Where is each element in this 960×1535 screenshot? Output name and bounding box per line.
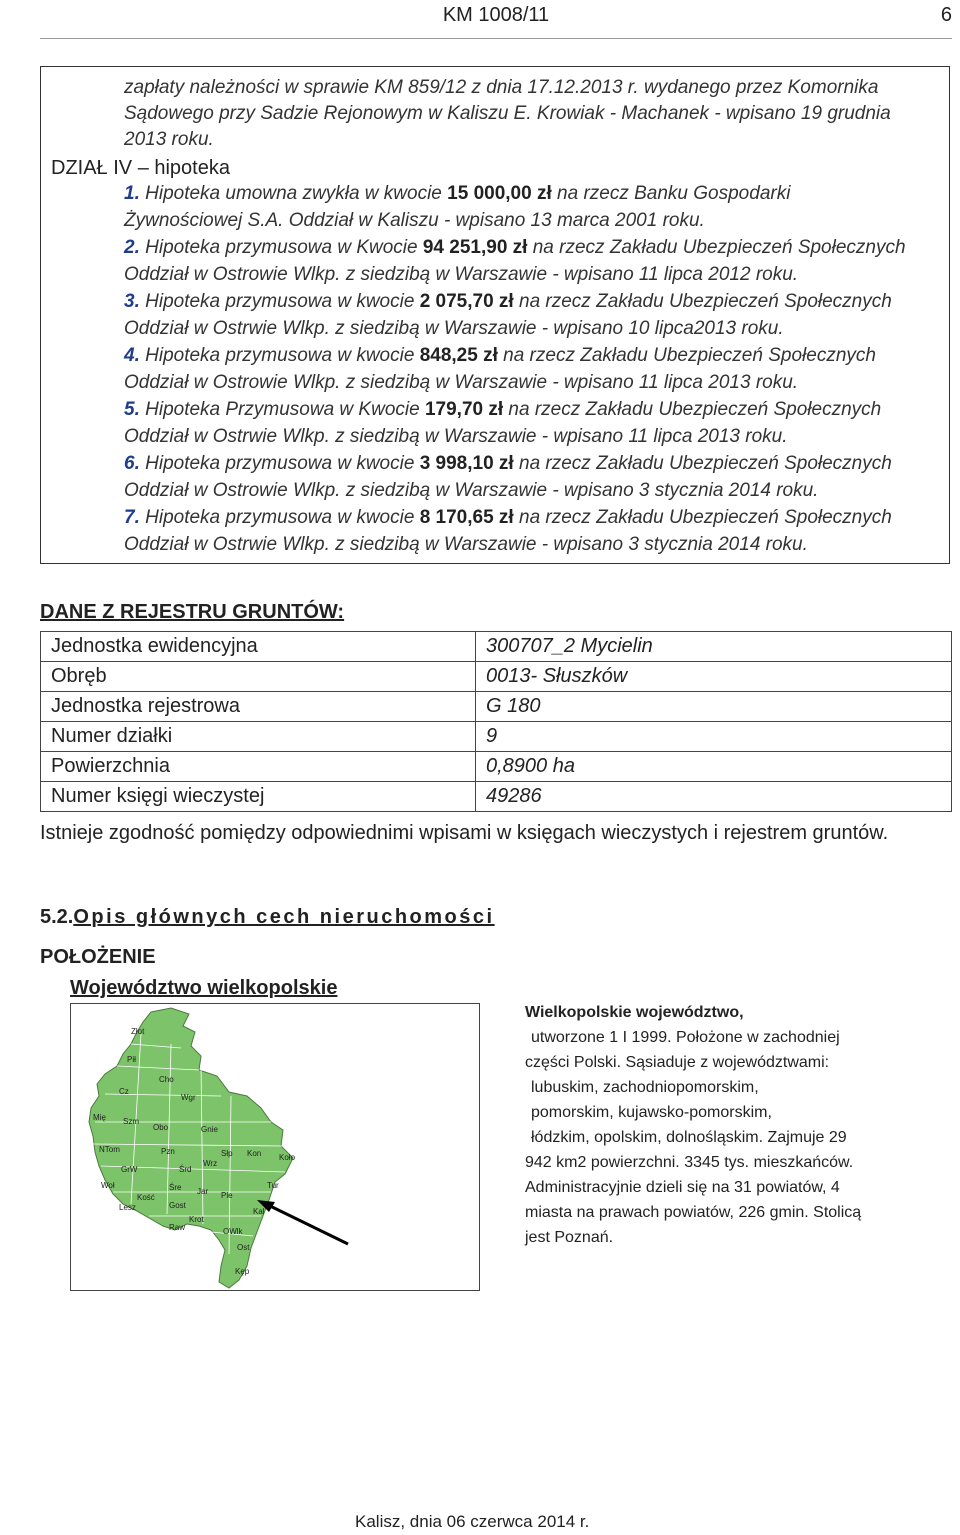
entry-post: na rzecz Zakładu Ubezpieczeń Społecznych (513, 507, 892, 528)
register-label: Numer działki (41, 722, 476, 752)
county-label: NTom (99, 1145, 120, 1154)
page-number: 6 (940, 4, 952, 26)
mortgage-entry-4 (124, 343, 876, 369)
county-label: Pzn (161, 1147, 175, 1156)
entry-num: 4. (124, 345, 140, 366)
register-value: 0013- Słuszków (476, 662, 952, 692)
county-label: Koło (279, 1153, 296, 1162)
register-label: Numer księgi wieczystej (41, 782, 476, 812)
entry-amt: 848,25 zł (419, 345, 498, 366)
document-number: KM 1008/11 (442, 4, 550, 26)
county-label: Gnie (201, 1125, 218, 1134)
entry-post: na rzecz Banku Gospodarki (551, 183, 791, 204)
description-line: części Polski. Sąsiaduje z województwami: (525, 1054, 830, 1071)
register-row (41, 692, 952, 722)
mortgage-entry-1 (124, 181, 790, 207)
entry-amt: 3 998,10 zł (419, 453, 514, 474)
entry-post: na rzecz Zakładu Ubezpieczeń Społecznych (513, 453, 892, 474)
county-label: Ost (237, 1243, 250, 1252)
section-number: 5.2. (40, 906, 74, 928)
entry-post: na rzecz Zakładu Ubezpieczeń Społecznych (513, 291, 892, 312)
description-line: 942 km2 powierzchni. 3345 tys. mieszkańców. (525, 1154, 854, 1171)
entry-amt: 2 075,70 zł (419, 291, 514, 312)
entry-num: 7. (124, 507, 140, 528)
entry-num: 1. (124, 183, 140, 204)
county-label: Obo (153, 1123, 169, 1132)
county-label: Lesz (119, 1203, 136, 1212)
register-note: Istnieje zgodność pomiędzy odpowiednimi wpisami w księgach wieczystych i rejestrem gruntów. (40, 822, 889, 844)
register-heading: DANE Z REJESTRU GRUNTÓW: (40, 601, 345, 623)
county-label: Ple (221, 1191, 233, 1200)
county-label: Słp (221, 1149, 233, 1158)
description-line: lubuskim, zachodniopomorskim, (531, 1079, 759, 1096)
county-label: Woł (101, 1181, 115, 1190)
county-label: Szm (123, 1117, 139, 1126)
intro-line-3: 2013 roku. (124, 129, 214, 150)
county-label: Gost (169, 1201, 186, 1210)
county-label: Wrz (203, 1159, 218, 1168)
mortgage-entry-7-line-2: Oddział w Ostrwie Wlkp. z siedzibą w Warszawie - wpisano 3 stycznia 2014 roku. (124, 534, 808, 555)
mortgage-entry-6 (124, 451, 892, 477)
county-label: Mię (93, 1113, 106, 1122)
county-label: Śre (169, 1183, 182, 1192)
entry-post: na rzecz Zakładu Ubezpieczeń Społecznych (527, 237, 906, 258)
register-label: Jednostka rejestrowa (41, 692, 476, 722)
description-name-line: Wielkopolskie województwo, (525, 1004, 744, 1021)
mortgage-entry-3-line-2: Oddział w Ostrwie Wlkp. z siedzibą w Warszawie - wpisano 10 lipca2013 roku. (124, 318, 784, 339)
entry-num: 2. (124, 237, 140, 258)
section-5-2-heading (40, 906, 495, 929)
land-registry-box (40, 66, 950, 564)
county-label: Śrd (179, 1165, 192, 1174)
register-row (41, 782, 952, 812)
entry-amt: 94 251,90 zł (422, 237, 528, 258)
mortgage-entry-2-line-2: Oddział w Ostrowie Wlkp. z siedzibą w Warszawie - wpisano 11 lipca 2012 roku. (124, 264, 799, 285)
location-arrow-line (266, 1204, 348, 1244)
mortgage-entry-7 (124, 505, 892, 531)
county-label: Złot (131, 1027, 145, 1036)
description-name: Wielkopolskie województwo (525, 1004, 740, 1021)
entry-pre: Hipoteka przymusowa w kwocie (139, 453, 420, 474)
description-line: łódzkim, opolskim, dolnośląskim. Zajmuje 29 (531, 1129, 847, 1146)
entry-pre: Hipoteka przymusowa w kwocie (139, 291, 420, 312)
description-line: Administracyjnie dzieli się na 31 powiatów, 4 (525, 1179, 840, 1196)
county-label: Pił (127, 1055, 136, 1064)
county-label: Cho (159, 1075, 174, 1084)
county-label: Raw (169, 1223, 186, 1232)
footer-date: Kalisz, dnia 06 czerwca 2014 r. (355, 1512, 590, 1531)
location-heading: POŁOŻENIE (40, 946, 156, 968)
register-value: G 180 (476, 692, 952, 722)
mortgage-entry-6-line-2: Oddział w Ostrowie Wlkp. z siedzibą w Warszawie - wpisano 3 stycznia 2014 roku. (124, 480, 819, 501)
county-label: OWlk (223, 1227, 243, 1236)
county-label: Kal (253, 1207, 265, 1216)
map-svg (71, 1004, 481, 1292)
mortgage-entry-5 (124, 397, 881, 423)
register-table (40, 631, 952, 812)
county-label: Tur (267, 1181, 279, 1190)
county-label: Kęp (235, 1267, 250, 1276)
entry-pre: Hipoteka Przymusowa w Kwocie (139, 399, 425, 420)
entry-num: 5. (124, 399, 140, 420)
entry-post: na rzecz Zakładu Ubezpieczeń Społecznych (503, 399, 882, 420)
county-label: Cz (119, 1087, 129, 1096)
register-value: 300707_2 Mycielin (476, 632, 952, 662)
description-line: miasta na prawach powiatów, 226 gmin. Stolicą (525, 1204, 862, 1221)
county-label: Jar (197, 1187, 209, 1196)
register-row (41, 722, 952, 752)
entry-amt: 8 170,65 zł (419, 507, 514, 528)
intro-line-1: zapłaty należności w sprawie KM 859/12 z dnia 17.12.2013 r. wydanego przez Komornika (124, 77, 879, 98)
description-line: jest Poznań. (525, 1229, 614, 1246)
entry-pre: Hipoteka przymusowa w kwocie (139, 345, 420, 366)
entry-pre: Hipoteka przymusowa w Kwocie (139, 237, 423, 258)
register-label: Obręb (41, 662, 476, 692)
mortgage-entry-2 (124, 235, 906, 261)
entry-pre: Hipoteka przymusowa w kwocie (139, 507, 420, 528)
mortgage-entry-3 (124, 289, 892, 315)
county-label: Kon (247, 1149, 262, 1158)
description-line: pomorskim, kujawsko-pomorskim, (531, 1104, 772, 1121)
entry-num: 6. (124, 453, 140, 474)
entry-amt: 15 000,00 zł (447, 183, 552, 204)
description-line: utworzone 1 I 1999. Położone w zachodniej (531, 1029, 840, 1046)
county-label: GrW (121, 1165, 138, 1174)
section-heading: DZIAŁ IV – hipoteka (51, 157, 230, 179)
register-value: 9 (476, 722, 952, 752)
register-row (41, 662, 952, 692)
register-row (41, 752, 952, 782)
register-row (41, 632, 952, 662)
mortgage-entry-1-line-2: Żywnościowej S.A. Oddział w Kaliszu - wpisano 13 marca 2001 roku. (124, 210, 705, 231)
county-label: Kość (137, 1193, 155, 1202)
voivodeship-map (70, 1003, 480, 1291)
page-header (40, 0, 952, 39)
voivodeship-title: Województwo wielkopolskie (70, 977, 338, 999)
section-title: Opis głównych cech nieruchomości (73, 906, 495, 928)
county-label: Krot (189, 1215, 204, 1224)
mortgage-entry-5-line-2: Oddział w Ostrwie Wlkp. z siedzibą w Warszawie - wpisano 11 lipca 2013 roku. (124, 426, 788, 447)
intro-line-2: Sądowego przy Sadzie Rejonowym w Kaliszu E. Krowiak - Machanek - wpisano 19 grudnia (124, 103, 891, 124)
register-value: 0,8900 ha (476, 752, 952, 782)
entry-post: na rzecz Zakładu Ubezpieczeń Społecznych (497, 345, 876, 366)
register-label: Powierzchnia (41, 752, 476, 782)
register-label: Jednostka ewidencyjna (41, 632, 476, 662)
entry-pre: Hipoteka umowna zwykła w kwocie (139, 183, 448, 204)
county-label: Wgr (181, 1093, 196, 1102)
entry-amt: 179,70 zł (424, 399, 504, 420)
register-value: 49286 (476, 782, 952, 812)
mortgage-entry-4-line-2: Oddział w Ostrowie Wlkp. z siedzibą w Warszawie - wpisano 11 lipca 2013 roku. (124, 372, 799, 393)
entry-num: 3. (124, 291, 140, 312)
